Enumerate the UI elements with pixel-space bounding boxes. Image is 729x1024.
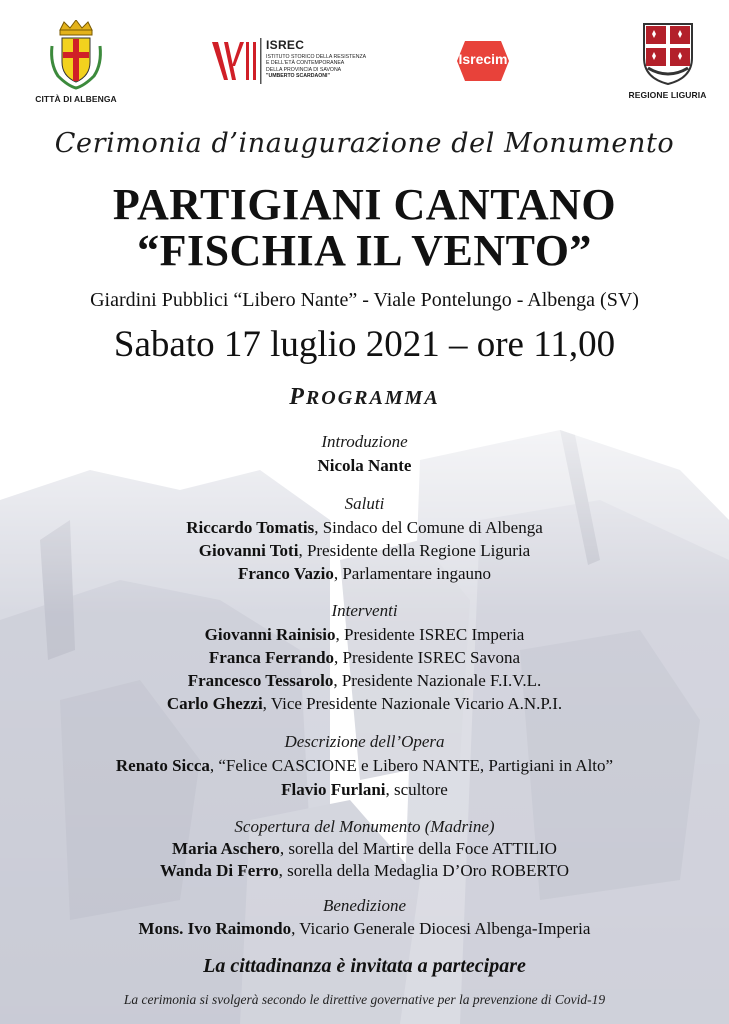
section-label-introduzione: Introduzione — [321, 432, 408, 451]
speaker-name: Mons. Ivo Raimondo — [138, 919, 292, 938]
program-line — [0, 518, 729, 538]
speaker-role: , scultore — [385, 780, 448, 799]
program-line — [0, 756, 729, 776]
speaker-name: Renato Sicca — [115, 756, 210, 775]
event-title-line-1: PARTIGIANI CANTANO — [112, 180, 617, 229]
speaker-name: Flavio Furlani — [281, 780, 386, 799]
program-line — [0, 780, 729, 800]
program-line — [0, 456, 729, 476]
ceremony-subtitle: Cerimonia d’inaugurazione del Monumento — [54, 128, 675, 159]
isrec-sub-line: "UMBERTO SCARDAONI" — [266, 73, 330, 80]
logo-regione-liguria — [620, 18, 715, 104]
logo-citta-di-albenga — [30, 20, 122, 106]
logo-isrec — [210, 36, 390, 88]
albenga-caption: CITTÀ DI ALBENGA — [35, 94, 117, 104]
speaker-name: Riccardo Tomatis — [186, 518, 315, 537]
speaker-name: Francesco Tessarolo — [187, 671, 334, 690]
speaker-role: , Presidente ISREC Imperia — [335, 625, 525, 644]
event-date: Sabato 17 luglio 2021 – ore 11,00 — [113, 324, 616, 365]
liguria-caption: REGIONE LIGURIA — [628, 90, 707, 100]
section-label-descrizione: Descrizione dell’Opera — [284, 732, 445, 751]
isrec-sub-line: DELLA PROVINCIA DI SAVONA — [266, 66, 342, 73]
speaker-name: Giovanni Toti — [198, 541, 299, 560]
section-label-interventi: Interventi — [331, 601, 398, 620]
speaker-role: , Presidente della Regione Liguria — [298, 541, 531, 560]
logo-isrecim — [447, 35, 519, 87]
program-line — [0, 839, 729, 859]
section-label-saluti: Saluti — [344, 494, 385, 513]
speaker-role: , Sindaco del Comune di Albenga — [314, 518, 543, 537]
program-heading-rest: ROGRAMMA — [305, 387, 440, 409]
coat-of-arms-icon — [46, 20, 106, 90]
speaker-name: Franco Vazio — [237, 564, 334, 583]
speaker-role: , Vice Presidente Nazionale Vicario A.N.P.I. — [262, 694, 563, 713]
speaker-name: Maria Aschero — [172, 839, 280, 858]
program-line — [0, 861, 729, 881]
speaker-name: Giovanni Rainisio — [204, 625, 336, 644]
program-line — [0, 625, 729, 645]
speaker-role: , Presidente Nazionale F.I.V.L. — [333, 671, 542, 690]
event-location: Giardini Pubblici “Libero Nante” - Viale Pontelungo - Albenga (SV) — [90, 289, 639, 311]
isrec-name: ISREC — [266, 38, 305, 52]
program-line — [0, 694, 729, 714]
region-shield-icon — [640, 20, 696, 86]
speaker-role: , Vicario Generale Diocesi Albenga-Imperia — [291, 919, 591, 938]
speaker-role: , sorella della Medaglia D’Oro ROBERTO — [278, 861, 570, 880]
event-title-line-2: “FISCHIA IL VENTO” — [137, 226, 592, 275]
speaker-name: Franca Ferrando — [208, 648, 335, 667]
speaker-name: Nicola Nante — [317, 456, 412, 475]
program-line — [0, 564, 729, 584]
isrecim-label: Isrecim — [458, 51, 508, 67]
program-heading — [0, 384, 729, 411]
program-line — [0, 671, 729, 691]
isrec-sub-line: E DELL'ETÀ CONTEMPORANEA — [266, 60, 345, 67]
speaker-role: , Parlamentare ingauno — [333, 564, 492, 583]
speaker-name: Carlo Ghezzi — [166, 694, 263, 713]
speaker-name: Wanda Di Ferro — [159, 861, 279, 880]
speaker-role: , “Felice CASCIONE e Libero NANTE, Partigiani in Alto” — [209, 756, 614, 775]
speaker-role: , sorella del Martire della Foce ATTILIO — [279, 839, 557, 858]
section-label-benedizione: Benedizione — [322, 896, 407, 915]
program-line — [0, 648, 729, 668]
program-heading-initial: P — [289, 384, 306, 410]
covid-note: La cerimonia si svolgerà secondo le direttive governative per la prevenzione di Covid-19 — [123, 992, 606, 1007]
section-label-scopertura: Scopertura del Monumento (Madrine) — [234, 817, 495, 836]
isrec-sub-line: ISTITUTO STORICO DELLA RESISTENZA — [266, 54, 367, 60]
program-line — [0, 919, 729, 939]
speaker-role: , Presidente ISREC Savona — [334, 648, 521, 667]
invitation-text: La cittadinanza è invitata a partecipare — [203, 955, 526, 977]
program-line — [0, 541, 729, 561]
isrec-mark-icon — [210, 36, 264, 86]
